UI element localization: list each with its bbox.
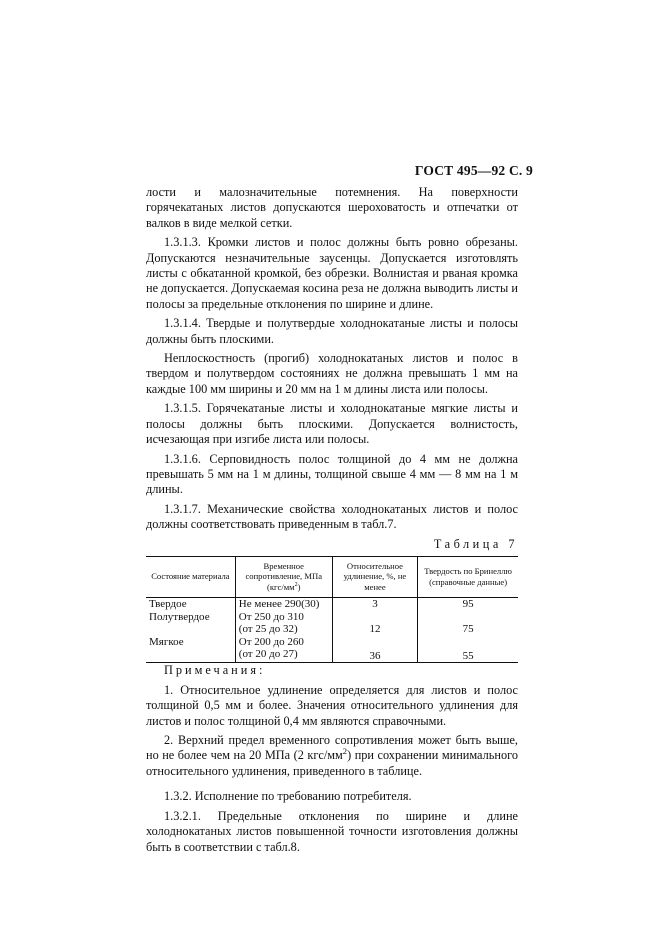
- note-1: 1. Относительное удлинение определяется для листов и полос толщиной 0,5 мм и более. Значения относительного удлинения для листов и полос толщиной 0,4 мм являются справочными.: [146, 682, 518, 728]
- cell-strength-line1: Не менее 290(30): [238, 598, 320, 611]
- header-hardness: Твердость по Бринеллю (справочные данные): [418, 556, 518, 598]
- header-strength-close: ): [297, 581, 301, 592]
- running-head: ГОСТ 495—92 С. 9: [414, 163, 533, 178]
- cell-strength: [235, 598, 332, 611]
- notes-title: Примечания:: [164, 663, 266, 678]
- cell-elongation: 3: [332, 598, 417, 611]
- cell-elongation: 12: [332, 611, 417, 636]
- cell-state: Полутвердое: [149, 610, 210, 623]
- paragraph-1-3-2-1: 1.3.2.1. Предельные отклонения по ширине и длине холоднокатаных листов повышенной точности изготовления должны быть в соответствии с табл.8.: [146, 808, 518, 854]
- table-header-row: [146, 556, 518, 598]
- paragraph-1-3-1-3: 1.3.1.3. Кромки листов и полос должны быть ровно обрезаны. Допускаются незначительные заусенцы. Допускается изготовлять листы с обкатанной кромкой, без обрезки. Волнистая и рваная кромка не допускается. Допускаемая косина реза не должна выводить листы и полосы за предельные отклонения по ширине и длине.: [146, 235, 518, 311]
- header-elongation: Относительное удлинение, %, не менее: [332, 556, 417, 598]
- paragraph-1-3-1-7: 1.3.1.7. Механические свойства холоднокатаных листов и полос должны соответствовать приведенным в табл.7.: [146, 501, 518, 532]
- header-strength: [235, 556, 332, 598]
- paragraph-1-3-2: 1.3.2. Исполнение по требованию потребителя.: [164, 789, 412, 804]
- cell-strength: [235, 636, 332, 663]
- cell-hardness: 55: [418, 636, 518, 663]
- cell-hardness: 95: [418, 598, 518, 611]
- paragraph-1-3-1-4: 1.3.1.4. Твердые и полутвердые холоднокатаные листы и полосы должны быть плоскими.: [146, 316, 518, 346]
- note-2-text-end: ) при сохранении минимального относительного удлинения, приведенного в таблице.: [146, 748, 518, 778]
- cell-elongation: 36: [332, 636, 417, 663]
- mechanical-properties-table: [146, 556, 518, 664]
- cell-strength-line2: (от 25 до 32): [238, 623, 298, 636]
- paragraph-1-3-1-5: 1.3.1.5. Горячекатаные листы и холоднокатаные мягкие листы и полосы должны быть плоскими. Допускается волнистость, исчезающая при изгибе листа или полосы.: [146, 401, 518, 447]
- cell-hardness: 75: [418, 611, 518, 636]
- cell-state: Твердое: [149, 598, 187, 611]
- cell-strength-line2: (от 20 до 27): [238, 648, 298, 661]
- cell-strength-line1: От 200 до 260: [238, 635, 304, 648]
- cell-strength: [235, 611, 332, 636]
- header-state: Состояние материала: [146, 556, 235, 598]
- note-2-sup: 2: [342, 746, 348, 757]
- paragraph-1-3-1-6: 1.3.1.6. Серповидность полос толщиной до 4 мм не должна превышать 5 мм на 1 м длины, толщиной свыше 4 мм — 8 мм на 1 м длины.: [146, 451, 518, 497]
- header-strength-sup: 2: [294, 582, 298, 589]
- note-2: [146, 733, 518, 779]
- paragraph-flatness: Неплоскостность (прогиб) холоднокатаных листов и полос в твердом и полутвердом состояниях не должна превышать 1 мм на каждые 100 мм ширины и 20 мм на 1 м длины листа или полосы.: [146, 351, 518, 396]
- cell-state: Мягкое: [146, 636, 235, 663]
- table-row: [146, 598, 518, 611]
- header-strength-text: Временное сопротивление, МПа (кгс/мм: [245, 560, 323, 592]
- table-caption: Таблица 7: [433, 536, 518, 551]
- cell-strength-line1: От 250 до 310: [238, 610, 304, 623]
- table-row: [146, 636, 518, 663]
- note-2-text: 2. Верхний предел временного сопротивления может быть выше, но не более чем на 20 МПа (2 кгс/мм: [146, 733, 518, 763]
- paragraph-continuation: лости и малозначительные потемнения. На поверхности горячекатаных листов допускаются шероховатость и отпечатки от валков в виде мелкой сетки.: [146, 185, 518, 230]
- body-text: [146, 185, 518, 859]
- table-row: [146, 611, 518, 636]
